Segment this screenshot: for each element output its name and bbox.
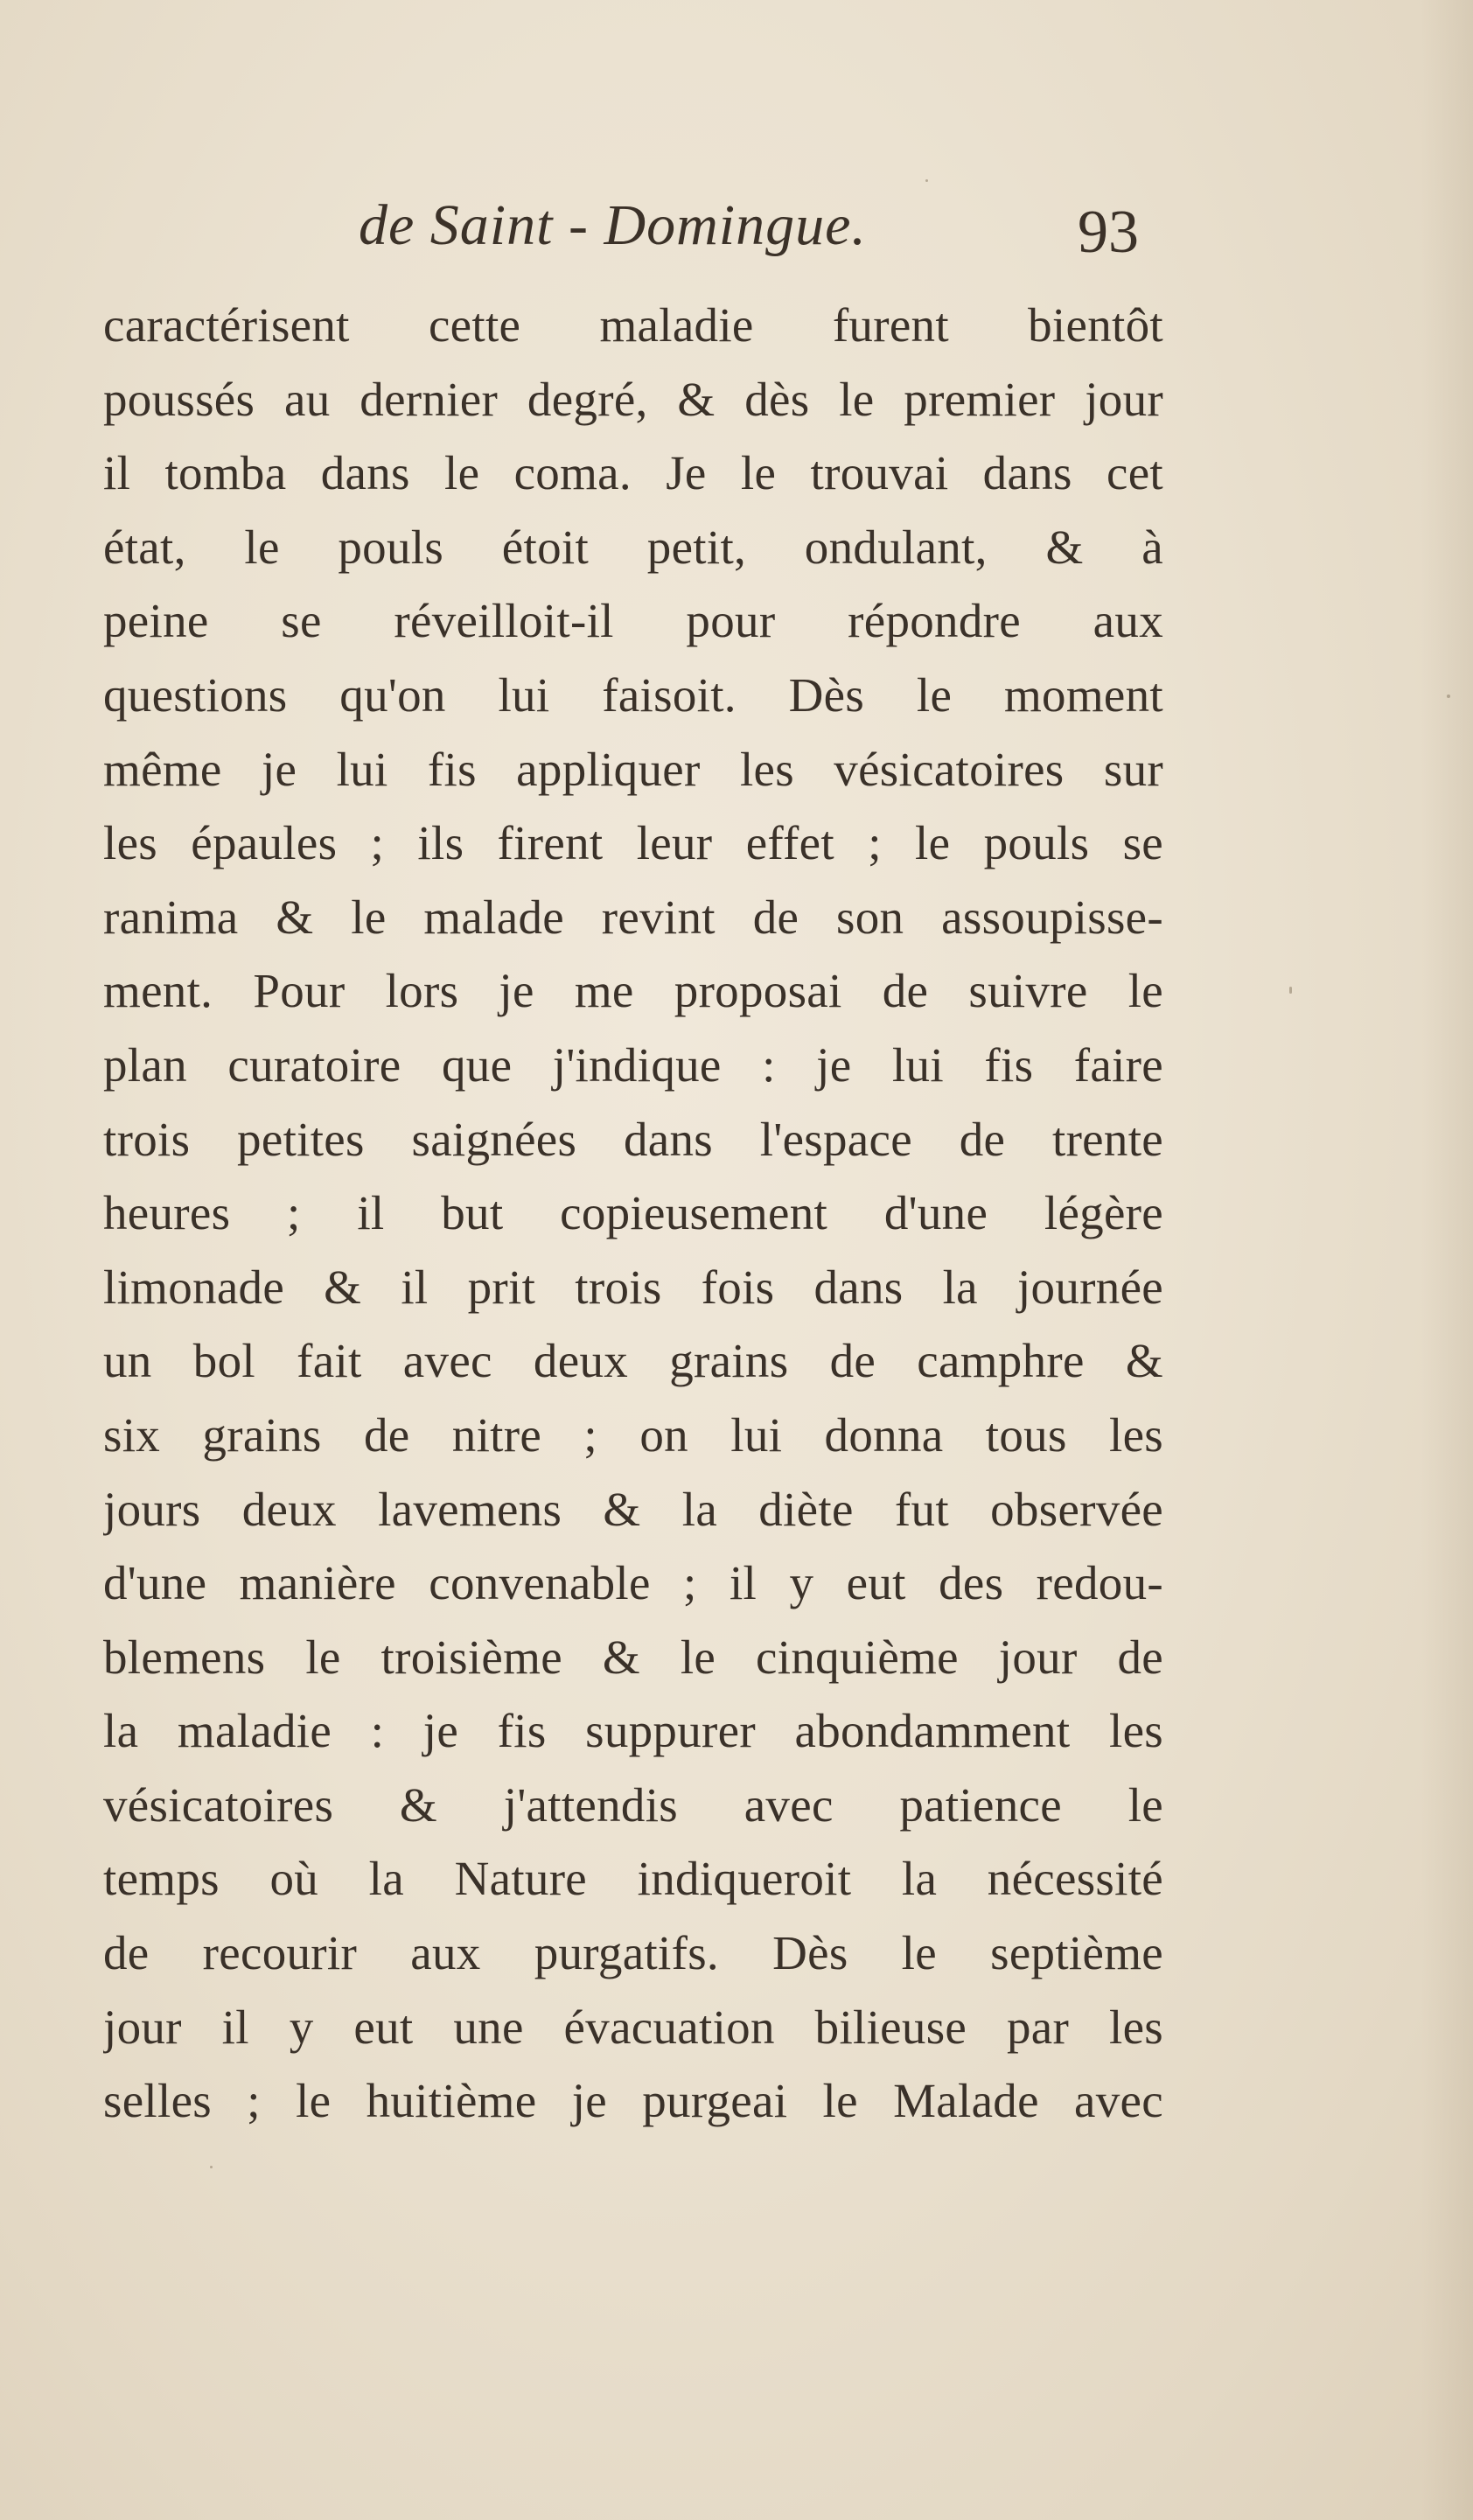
text-line: plan curatoire que j'indique : je lui fis faire [103, 1037, 1163, 1092]
text-line: état, le pouls étoit petit, ondulant, & à [103, 520, 1163, 574]
text-line: la maladie : je fis suppurer abondamment les [103, 1704, 1163, 1758]
text-line: six grains de nitre ; on lui donna tous les [103, 1407, 1163, 1462]
text-line: peine se réveilloit-il pour répondre aux [103, 594, 1163, 648]
text-line: caractérisent cette maladie furent bientôt [103, 298, 1163, 352]
text-line: selles ; le huitième je purgeai le Malade avec [103, 2074, 1163, 2128]
text-line: blemens le troisième & le cinquième jour de [103, 1630, 1163, 1684]
text-line: trois petites saignées dans l'espace de trente [103, 1112, 1163, 1166]
page-header [359, 192, 1163, 280]
page-edge-shadow [1421, 0, 1473, 2520]
text-line: ment. Pour lors je me proposai de suivre le [103, 964, 1163, 1018]
paper-speck [1289, 987, 1292, 994]
text-line: poussés au dernier degré, & dès le premier jour [103, 372, 1163, 426]
text-line: questions qu'on lui faisoit. Dès le moment [103, 667, 1163, 722]
body-text [103, 289, 1163, 2139]
running-title: de Saint - Domingue. [359, 193, 867, 257]
text-line: les épaules ; ils firent leur effet ; le pouls se [103, 816, 1163, 870]
paper-speck [925, 179, 928, 182]
page-number: 93 [1078, 199, 1139, 266]
paper-speck [1447, 695, 1450, 698]
text-line: de recourir aux purgatifs. Dès le septième [103, 1926, 1163, 1980]
text-line: ranima & le malade revint de son assoupisse- [103, 890, 1163, 944]
text-line: jours deux lavemens & la diète fut observée [103, 1482, 1163, 1536]
text-line: d'une manière convenable ; il y eut des redou- [103, 1556, 1163, 1610]
text-line: un bol fait avec deux grains de camphre & [103, 1334, 1163, 1388]
text-line: limonade & il prit trois fois dans la journée [103, 1260, 1163, 1314]
text-line: heures ; il but copieusement d'une légère [103, 1186, 1163, 1240]
paper-speck [210, 2166, 213, 2168]
text-line: il tomba dans le coma. Je le trouvai dans cet [103, 446, 1163, 500]
text-line: même je lui fis appliquer les vésicatoires sur [103, 742, 1163, 796]
text-line: jour il y eut une évacuation bilieuse par les [103, 2000, 1163, 2054]
text-line: vésicatoires & j'attendis avec patience le [103, 1777, 1163, 1832]
text-line: temps où la Nature indiqueroit la nécessité [103, 1852, 1163, 1906]
